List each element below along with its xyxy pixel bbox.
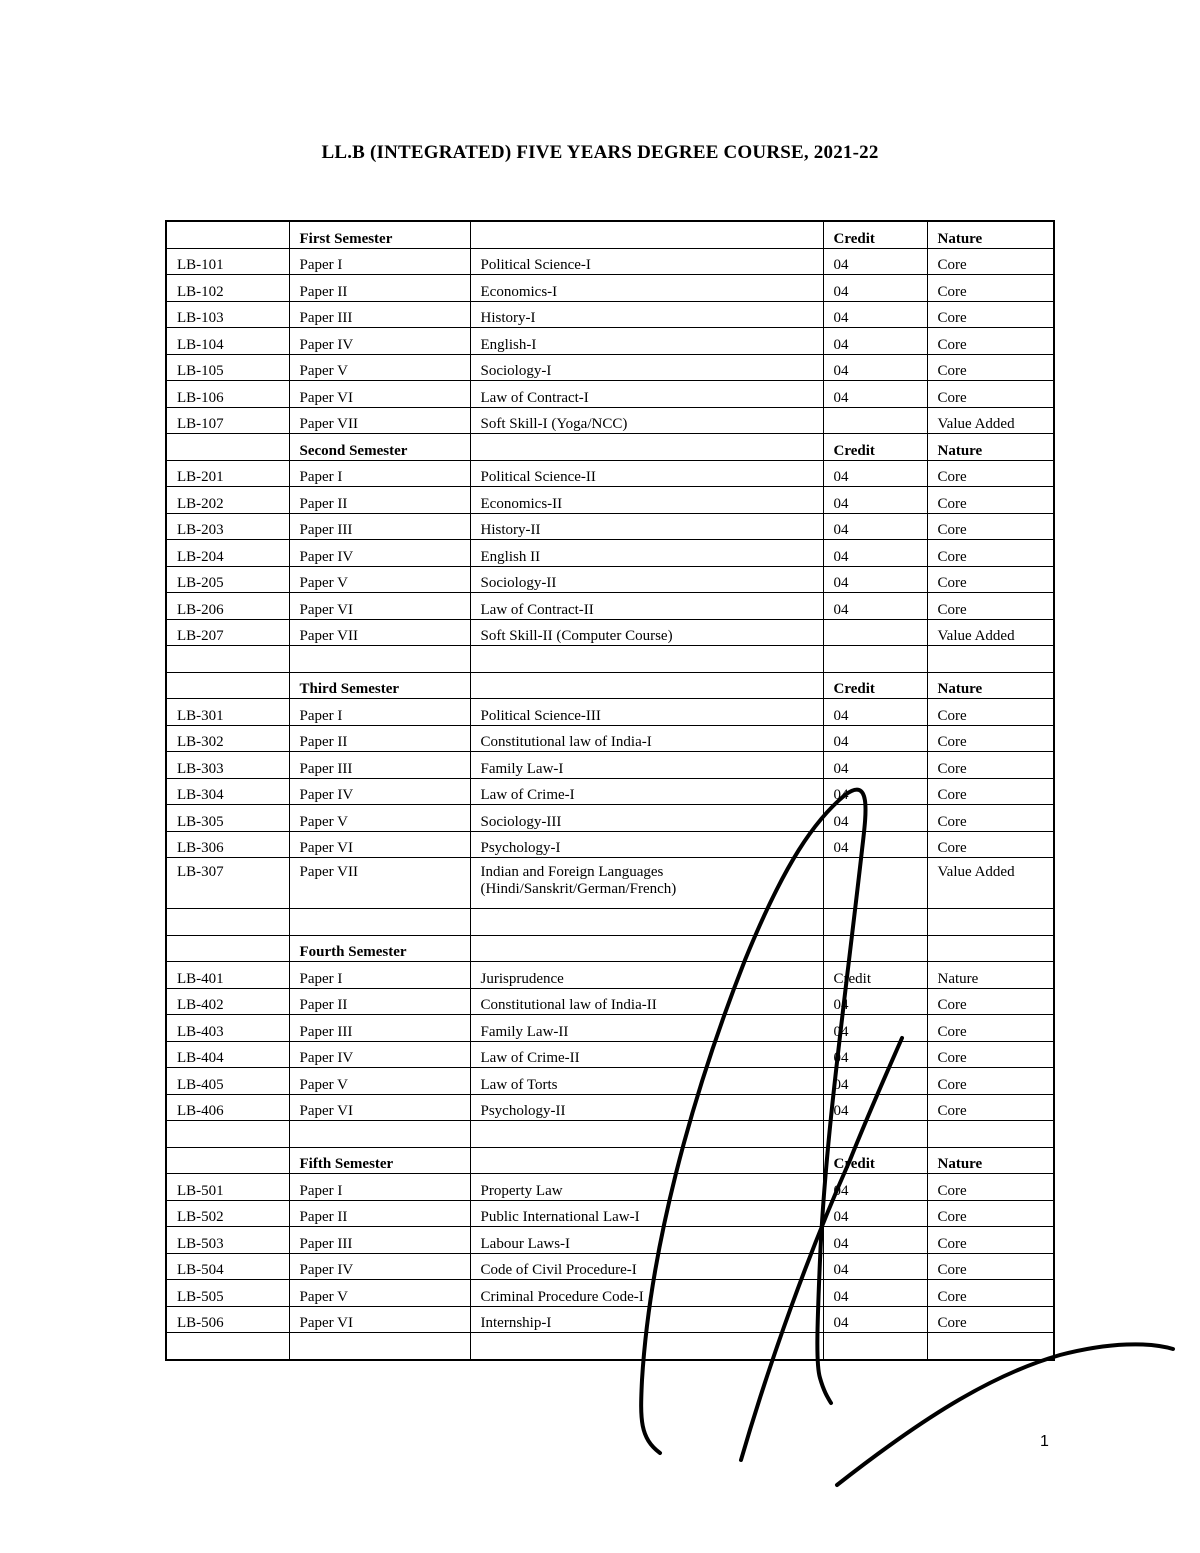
cell-paper: Paper I [289, 699, 470, 726]
cell-nature: Core [927, 540, 1054, 567]
cell-nature: Core [927, 778, 1054, 805]
cell-subject: Property Law [470, 1174, 823, 1201]
cell-credit: 04 [823, 1068, 927, 1095]
cell-code: LB-502 [166, 1200, 289, 1227]
cell-code: LB-201 [166, 460, 289, 487]
blank-row [166, 909, 1054, 936]
cell-paper: Paper VII [289, 619, 470, 646]
cell-credit: 04 [823, 1280, 927, 1307]
cell-paper: Paper III [289, 301, 470, 328]
cell-subject: Labour Laws-I [470, 1227, 823, 1254]
cell-paper: Paper VI [289, 1306, 470, 1333]
course-table [165, 220, 1055, 1361]
cell-nature: Core [927, 1306, 1054, 1333]
course-row [166, 301, 1054, 328]
cell-credit: 04 [823, 1041, 927, 1068]
cell-code [166, 935, 289, 962]
cell-code: LB-404 [166, 1041, 289, 1068]
cell-code: LB-101 [166, 248, 289, 275]
cell-subject [470, 646, 823, 673]
course-row [166, 778, 1054, 805]
cell-credit: 04 [823, 381, 927, 408]
cell-credit: 04 [823, 328, 927, 355]
cell-subject: Psychology-II [470, 1094, 823, 1121]
cell-paper: Paper VI [289, 593, 470, 620]
cell-subject: Political Science-II [470, 460, 823, 487]
cell-subject: English II [470, 540, 823, 567]
course-row [166, 619, 1054, 646]
cell-credit: 04 [823, 354, 927, 381]
cell-paper: Paper IV [289, 1253, 470, 1280]
cell-subject: Constitutional law of India-II [470, 988, 823, 1015]
cell-nature: Nature [927, 434, 1054, 461]
cell-subject: Law of Crime-I [470, 778, 823, 805]
cell-credit: 04 [823, 593, 927, 620]
semester-header-row [166, 935, 1054, 962]
cell-nature: Core [927, 460, 1054, 487]
cell-nature: Core [927, 1200, 1054, 1227]
cell-paper: Paper I [289, 1174, 470, 1201]
cell-nature: Core [927, 1280, 1054, 1307]
cell-subject [470, 909, 823, 936]
course-row [166, 275, 1054, 302]
cell-nature: Core [927, 1068, 1054, 1095]
blank-row [166, 1333, 1054, 1360]
course-row [166, 1280, 1054, 1307]
cell-subject: Soft Skill-II (Computer Course) [470, 619, 823, 646]
cell-subject: Internship-I [470, 1306, 823, 1333]
cell-credit: 04 [823, 487, 927, 514]
cell-code: LB-107 [166, 407, 289, 434]
cell-credit: 04 [823, 1253, 927, 1280]
cell-subject: Jurisprudence [470, 962, 823, 989]
cell-credit: 04 [823, 1015, 927, 1042]
cell-nature: Core [927, 354, 1054, 381]
cell-code: LB-401 [166, 962, 289, 989]
course-row [166, 354, 1054, 381]
cell-paper: Paper V [289, 566, 470, 593]
cell-nature: Core [927, 725, 1054, 752]
cell-paper: Paper II [289, 275, 470, 302]
cell-paper: Paper V [289, 1068, 470, 1095]
course-row [166, 540, 1054, 567]
cell-paper: Fourth Semester [289, 935, 470, 962]
cell-credit: 04 [823, 275, 927, 302]
cell-paper: Paper VII [289, 858, 470, 909]
cell-code [166, 672, 289, 699]
cell-credit [823, 619, 927, 646]
cell-credit [823, 858, 927, 909]
cell-paper: Paper II [289, 1200, 470, 1227]
course-row [166, 1306, 1054, 1333]
cell-code: LB-504 [166, 1253, 289, 1280]
cell-paper: Paper V [289, 805, 470, 832]
cell-nature: Nature [927, 962, 1054, 989]
cell-code: LB-405 [166, 1068, 289, 1095]
cell-credit [823, 407, 927, 434]
cell-code: LB-204 [166, 540, 289, 567]
course-row [166, 1094, 1054, 1121]
semester-header-row [166, 221, 1054, 248]
cell-subject [470, 1147, 823, 1174]
cell-subject: Soft Skill-I (Yoga/NCC) [470, 407, 823, 434]
cell-credit: Credit [823, 434, 927, 461]
cell-paper: Paper VI [289, 831, 470, 858]
course-row [166, 962, 1054, 989]
cell-credit: 04 [823, 725, 927, 752]
cell-code: LB-106 [166, 381, 289, 408]
cell-code: LB-206 [166, 593, 289, 620]
cell-code [166, 434, 289, 461]
cell-nature: Core [927, 513, 1054, 540]
cell-nature [927, 1333, 1054, 1360]
cell-subject: Sociology-I [470, 354, 823, 381]
cell-code: LB-205 [166, 566, 289, 593]
course-row [166, 593, 1054, 620]
cell-subject: Sociology-III [470, 805, 823, 832]
cell-subject: Code of Civil Procedure-I [470, 1253, 823, 1280]
cell-credit: 04 [823, 805, 927, 832]
course-row [166, 513, 1054, 540]
cell-nature: Core [927, 805, 1054, 832]
cell-nature: Core [927, 988, 1054, 1015]
cell-credit: 04 [823, 988, 927, 1015]
course-row [166, 487, 1054, 514]
cell-paper: Paper I [289, 460, 470, 487]
cell-subject: Law of Contract-II [470, 593, 823, 620]
cell-credit: 04 [823, 1227, 927, 1254]
cell-credit: 04 [823, 778, 927, 805]
cell-paper: Paper VI [289, 381, 470, 408]
cell-credit [823, 1333, 927, 1360]
cell-subject: History-I [470, 301, 823, 328]
cell-paper: Paper IV [289, 1041, 470, 1068]
cell-code: LB-406 [166, 1094, 289, 1121]
course-row [166, 460, 1054, 487]
cell-subject: Public International Law-I [470, 1200, 823, 1227]
cell-subject [470, 935, 823, 962]
cell-code: LB-203 [166, 513, 289, 540]
cell-credit: Credit [823, 672, 927, 699]
cell-credit: Credit [823, 1147, 927, 1174]
cell-subject: Sociology-II [470, 566, 823, 593]
cell-credit: Credit [823, 962, 927, 989]
page-title: LL.B (INTEGRATED) FIVE YEARS DEGREE COURSE, 2021-22 [321, 142, 879, 163]
cell-nature [927, 909, 1054, 936]
cell-nature: Core [927, 831, 1054, 858]
cell-nature: Nature [927, 1147, 1054, 1174]
cell-subject: Family Law-II [470, 1015, 823, 1042]
course-row [166, 1015, 1054, 1042]
cell-credit [823, 1121, 927, 1148]
cell-subject: Economics-I [470, 275, 823, 302]
cell-nature: Nature [927, 221, 1054, 248]
course-row [166, 1174, 1054, 1201]
cell-nature: Core [927, 275, 1054, 302]
semester-header-row [166, 1147, 1054, 1174]
cell-paper: Paper II [289, 487, 470, 514]
cell-credit: 04 [823, 1306, 927, 1333]
cell-credit: 04 [823, 248, 927, 275]
cell-credit: 04 [823, 1174, 927, 1201]
cell-code [166, 221, 289, 248]
semester-header-row [166, 434, 1054, 461]
course-row [166, 328, 1054, 355]
course-row [166, 1068, 1054, 1095]
cell-code: LB-403 [166, 1015, 289, 1042]
cell-code [166, 646, 289, 673]
cell-paper: Second Semester [289, 434, 470, 461]
cell-subject: Political Science-I [470, 248, 823, 275]
cell-credit: 04 [823, 752, 927, 779]
course-row [166, 752, 1054, 779]
cell-credit [823, 909, 927, 936]
cell-code: LB-103 [166, 301, 289, 328]
cell-nature: Core [927, 1015, 1054, 1042]
course-row [166, 381, 1054, 408]
cell-credit: 04 [823, 699, 927, 726]
cell-nature: Core [927, 1041, 1054, 1068]
cell-subject: Law of Crime-II [470, 1041, 823, 1068]
cell-subject [470, 221, 823, 248]
cell-subject [470, 1333, 823, 1360]
cell-paper: Paper V [289, 1280, 470, 1307]
cell-nature: Core [927, 1253, 1054, 1280]
cell-credit: 04 [823, 460, 927, 487]
cell-paper: Paper VI [289, 1094, 470, 1121]
course-row [166, 699, 1054, 726]
cell-paper: Paper III [289, 1015, 470, 1042]
cell-credit: 04 [823, 831, 927, 858]
cell-code: LB-302 [166, 725, 289, 752]
cell-subject [470, 434, 823, 461]
cell-paper [289, 1121, 470, 1148]
cell-code: LB-503 [166, 1227, 289, 1254]
cell-credit: 04 [823, 1094, 927, 1121]
cell-paper: Paper IV [289, 540, 470, 567]
course-row [166, 858, 1054, 909]
cell-nature: Core [927, 1174, 1054, 1201]
cell-code [166, 1121, 289, 1148]
cell-subject: Law of Torts [470, 1068, 823, 1095]
course-row [166, 248, 1054, 275]
cell-credit: 04 [823, 540, 927, 567]
cell-paper: Paper I [289, 962, 470, 989]
cell-nature: Value Added [927, 858, 1054, 909]
cell-paper: Paper III [289, 1227, 470, 1254]
cell-subject [470, 672, 823, 699]
cell-paper: Paper V [289, 354, 470, 381]
course-row [166, 805, 1054, 832]
cell-nature: Core [927, 699, 1054, 726]
cell-nature: Core [927, 381, 1054, 408]
course-row [166, 831, 1054, 858]
cell-subject [470, 1121, 823, 1148]
course-row [166, 1200, 1054, 1227]
cell-paper: Paper II [289, 988, 470, 1015]
cell-code: LB-304 [166, 778, 289, 805]
cell-credit [823, 935, 927, 962]
course-row [166, 407, 1054, 434]
cell-subject: Criminal Procedure Code-I [470, 1280, 823, 1307]
cell-paper: Paper III [289, 752, 470, 779]
cell-nature: Core [927, 1094, 1054, 1121]
cell-code: LB-501 [166, 1174, 289, 1201]
cell-nature [927, 646, 1054, 673]
cell-paper: Paper III [289, 513, 470, 540]
cell-nature [927, 935, 1054, 962]
cell-nature: Core [927, 593, 1054, 620]
cell-code: LB-104 [166, 328, 289, 355]
course-row [166, 1253, 1054, 1280]
cell-code: LB-307 [166, 858, 289, 909]
cell-code [166, 909, 289, 936]
course-row [166, 988, 1054, 1015]
course-row [166, 1227, 1054, 1254]
cell-code: LB-506 [166, 1306, 289, 1333]
cell-nature: Core [927, 752, 1054, 779]
cell-credit: 04 [823, 566, 927, 593]
cell-code [166, 1147, 289, 1174]
cell-code: LB-102 [166, 275, 289, 302]
cell-subject: Economics-II [470, 487, 823, 514]
cell-nature: Core [927, 566, 1054, 593]
cell-nature: Core [927, 301, 1054, 328]
blank-row [166, 646, 1054, 673]
cell-nature: Core [927, 328, 1054, 355]
course-row [166, 1041, 1054, 1068]
cell-code: LB-105 [166, 354, 289, 381]
course-row [166, 725, 1054, 752]
semester-header-row [166, 672, 1054, 699]
cell-subject: Psychology-I [470, 831, 823, 858]
cell-code: LB-402 [166, 988, 289, 1015]
cell-code: LB-202 [166, 487, 289, 514]
cell-nature: Value Added [927, 407, 1054, 434]
cell-paper [289, 909, 470, 936]
cell-code: LB-306 [166, 831, 289, 858]
cell-nature: Core [927, 1227, 1054, 1254]
cell-paper: Fifth Semester [289, 1147, 470, 1174]
cell-paper: Paper II [289, 725, 470, 752]
course-table-body [166, 221, 1054, 1360]
cell-code [166, 1333, 289, 1360]
cell-subject: History-II [470, 513, 823, 540]
cell-paper: Paper IV [289, 328, 470, 355]
cell-code: LB-505 [166, 1280, 289, 1307]
cell-code: LB-303 [166, 752, 289, 779]
cell-code: LB-305 [166, 805, 289, 832]
cell-subject: Constitutional law of India-I [470, 725, 823, 752]
cell-code: LB-207 [166, 619, 289, 646]
cell-code: LB-301 [166, 699, 289, 726]
cell-credit: 04 [823, 301, 927, 328]
cell-subject: Law of Contract-I [470, 381, 823, 408]
cell-subject: Political Science-III [470, 699, 823, 726]
cell-paper: Paper IV [289, 778, 470, 805]
cell-subject: Indian and Foreign Languages (Hindi/Sanskrit/German/French) [470, 858, 823, 909]
cell-paper [289, 1333, 470, 1360]
cell-subject: Family Law-I [470, 752, 823, 779]
cell-paper: Paper I [289, 248, 470, 275]
course-row [166, 566, 1054, 593]
cell-nature [927, 1121, 1054, 1148]
blank-row [166, 1121, 1054, 1148]
cell-paper [289, 646, 470, 673]
cell-subject: English-I [470, 328, 823, 355]
cell-paper: Third Semester [289, 672, 470, 699]
cell-credit: Credit [823, 221, 927, 248]
cell-nature: Core [927, 248, 1054, 275]
cell-credit: 04 [823, 1200, 927, 1227]
cell-nature: Value Added [927, 619, 1054, 646]
cell-nature: Nature [927, 672, 1054, 699]
cell-paper: Paper VII [289, 407, 470, 434]
cell-credit [823, 646, 927, 673]
cell-paper: First Semester [289, 221, 470, 248]
cell-nature: Core [927, 487, 1054, 514]
page-number: 1 [1040, 1433, 1049, 1450]
cell-credit: 04 [823, 513, 927, 540]
